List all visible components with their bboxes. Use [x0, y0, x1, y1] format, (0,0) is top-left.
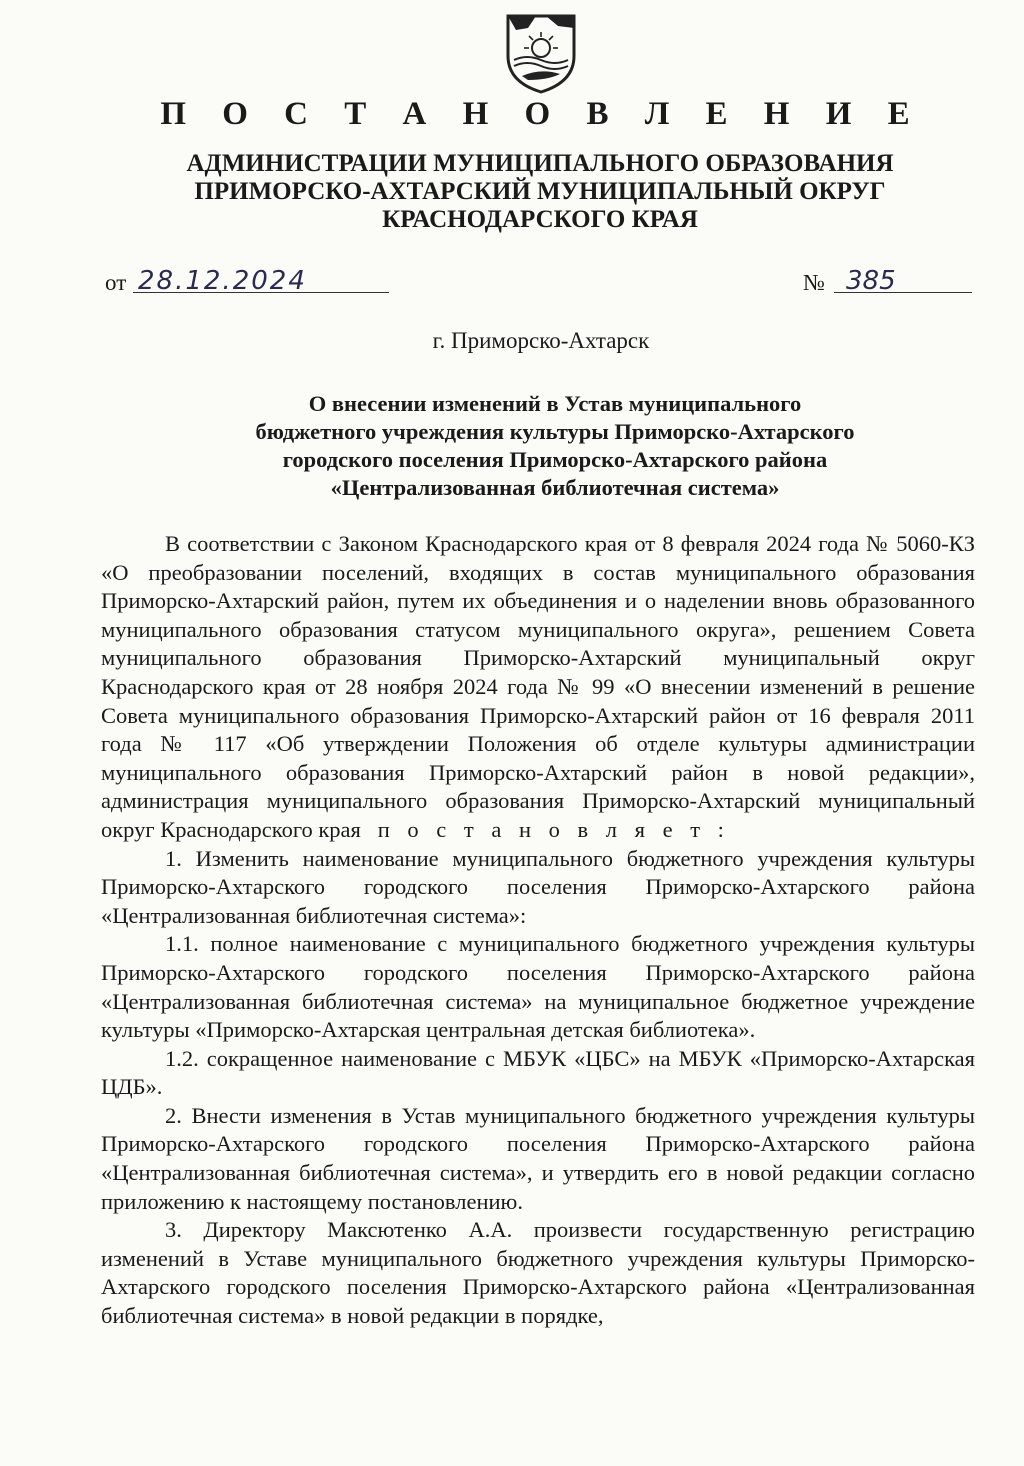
subject-line: «Централизованная библиотечная система»: [330, 475, 780, 500]
number-underline: [834, 292, 972, 293]
city: г. Приморско-Ахтарск: [432, 328, 650, 353]
issuing-authority: [120, 150, 960, 234]
clause-paragraph: 1.2. сокращенное наименование с МБУК «ЦБС» на МБУК «Приморско-Ахтарская ЦДБ».: [101, 1045, 975, 1100]
date-label: от: [105, 270, 127, 295]
preamble-text: В соответствии с Законом Краснодарского края от 8 февраля 2024 года № 5060-КЗ «О преобразовании поселений, входящих в состав муниципального образования Приморско-Ахтарский район, путем их объединения и о наделении вновь образованного муниципального образования статусом муниципального округа», решением Совета муниципального образования Приморско-Ахтарский муниципальный округ Краснодарского края от 28 ноября 2024 года № 99 «О внесении изменений в решение Совета муниципального образования Приморско-Ахтарский район от 16 февраля 2011 года № 117 «Об утверждении Положения об отделе культуры администрации муниципального образования Приморско-Ахтарский район в новой редакции», администрация муниципального образования Приморско-Ахтарский муниципальный округ Краснодарского края: [101, 531, 975, 842]
date-underline: [133, 292, 389, 293]
document-subject: [140, 390, 970, 502]
date-number-row: [0, 262, 1024, 302]
number-label: №: [803, 270, 825, 295]
authority-line: КРАСНОДАРСКОГО КРАЯ: [382, 206, 698, 233]
subject-line: О внесении изменений в Устав муниципального: [308, 391, 802, 416]
authority-line: АДМИНИСТРАЦИИ МУНИЦИПАЛЬНОГО ОБРАЗОВАНИЯ: [186, 150, 894, 177]
clause-paragraph: 1.1. полное наименование с муниципального бюджетного учреждения культуры Приморско-Ахтарского городского поселения Приморско-Ахтарского района «Централизованная библиотечная система» на муниципальное бюджетное учреждение культуры «Приморско-Ахтарская центральная детская библиотека».: [101, 931, 975, 1043]
coat-of-arms-icon: [498, 8, 584, 94]
authority-line: ПРИМОРСКО-АХТАРСКИЙ МУНИЦИПАЛЬНЫЙ ОКРУГ: [194, 178, 886, 205]
decree-word: п о с т а н о в л я е т :: [377, 816, 730, 842]
subject-line: бюджетного учреждения культуры Приморско-Ахтарского: [255, 419, 855, 444]
preamble-paragraph: [101, 530, 975, 845]
number-value: 385: [846, 266, 896, 296]
subject-line: городского поселения Приморско-Ахтарского района: [282, 447, 828, 472]
clause-paragraph: 1. Изменить наименование муниципального бюджетного учреждения культуры Приморско-Ахтарского городского поселения Приморско-Ахтарского района «Централизованная библиотечная система»:: [101, 845, 975, 928]
document-body: [101, 530, 975, 1331]
clause-paragraph: 3. Директору Максютенко А.А. произвести государственную регистрацию изменений в Уставе муниципального бюджетного учреждения культуры Приморско-Ахтарского городского поселения Приморско-Ахтарского района «Централизованная библиотечная система» в новой редакции в порядке,: [101, 1217, 975, 1329]
document-title: П О С Т А Н О В Л Е Н И Е: [160, 96, 924, 132]
clause-paragraph: 2. Внести изменения в Устав муниципального бюджетного учреждения культуры Приморско-Ахтарского городского поселения Приморско-Ахтарского района «Централизованная библиотечная система», и утвердить его в новой редакции согласно приложению к настоящему постановлению.: [101, 1102, 975, 1214]
date-value: 28.12.2024: [138, 266, 307, 296]
